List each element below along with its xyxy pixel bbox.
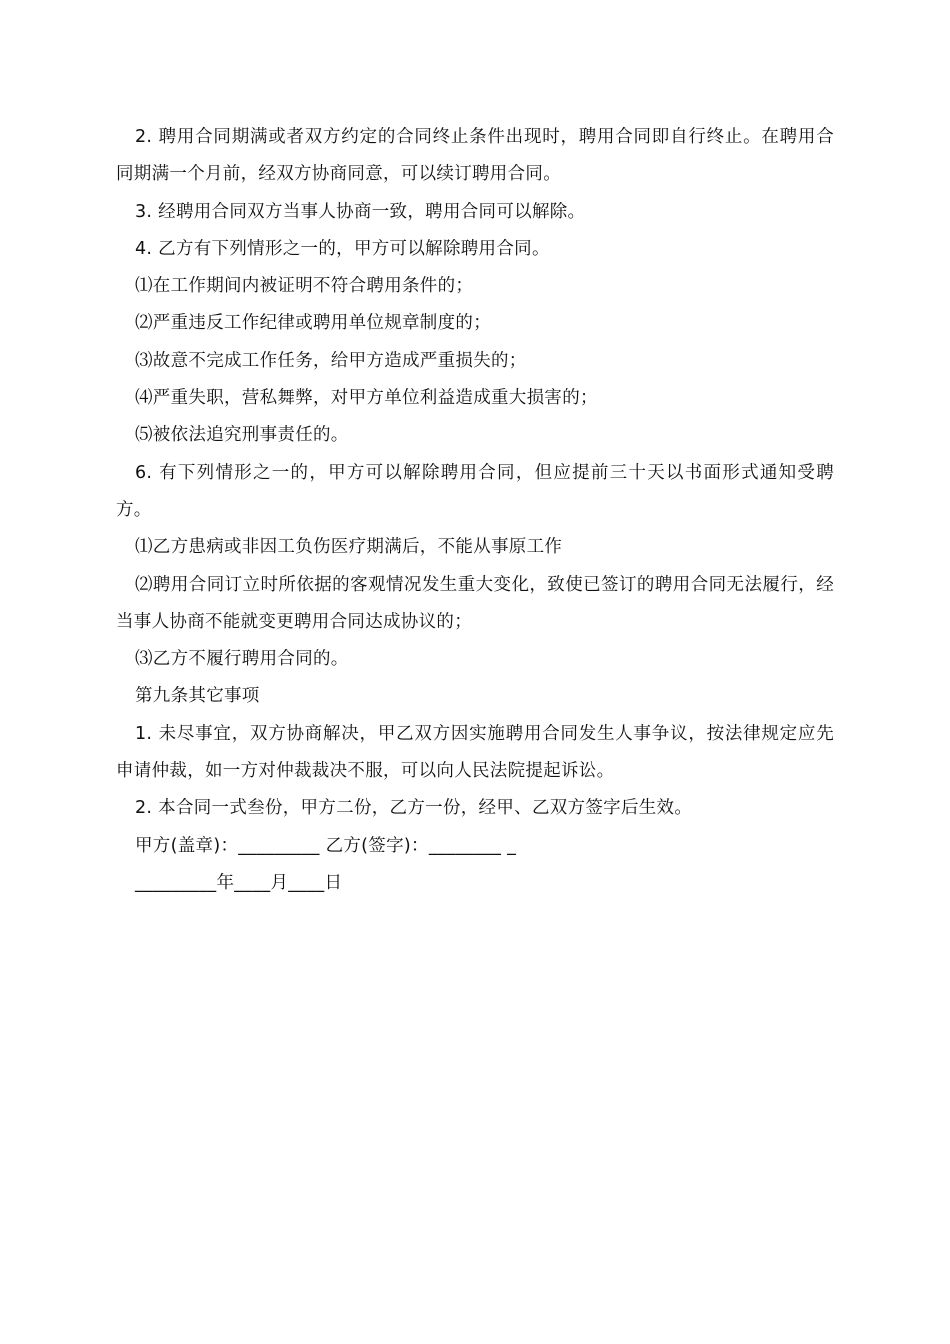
clause-3-mutual-dissolution: 3. 经聘用合同双方当事人协商一致，聘用合同可以解除。 (135, 201, 586, 222)
clause-4-item-4: ⑷严重失职，营私舞弊，对甲方单位利益造成重大损害的； (135, 388, 598, 409)
date-line: _________年____月____日 (135, 872, 343, 893)
article-9-heading: 第九条其它事项 (135, 686, 260, 707)
clause-4-party-b-conditions: 4. 乙方有下列情形之一的，甲方可以解除聘用合同。 (135, 238, 550, 259)
clause-4-item-1: ⑴在工作期间内被证明不符合聘用条件的； (135, 276, 474, 297)
clause-4-item-5: ⑸被依法追究刑事责任的。 (135, 425, 349, 446)
clause-6-item-3: ⑶乙方不履行聘用合同的。 (135, 649, 349, 670)
clause-6-item-1: ⑴乙方患病或非因工负伤医疗期满后，不能从事原工作 (135, 537, 563, 558)
clause-6-notice-dissolution: 6. 有下列情形之一的，甲方可以解除聘用合同，但应提前三十天以书面形式通知受聘方。 (116, 462, 834, 520)
signature-line: 甲方(盖章)：_________ 乙方(签字)：________ _ (135, 835, 517, 856)
document-body (116, 119, 834, 902)
clause-4-item-2: ⑵严重违反工作纪律或聘用单位规章制度的； (135, 313, 491, 334)
article-9-item-1: 1. 未尽事宜，双方协商解决，甲乙双方因实施聘用合同发生人事争议，按法律规定应先申请仲裁，如一方对仲裁裁决不服，可以向人民法院提起诉讼。 (116, 723, 834, 782)
clause-6-item-2: ⑵聘用合同订立时所依据的客观情况发生重大变化，致使已签订的聘用合同无法履行，经当事人协商不能就变更聘用合同达成协议的； (116, 574, 834, 632)
article-9-item-2: 2. 本合同一式叁份，甲方二份，乙方一份，经甲、乙双方签字后生效。 (135, 798, 693, 819)
clause-4-item-3: ⑶故意不完成工作任务，给甲方造成严重损失的； (135, 350, 527, 371)
clause-2-termination: 2. 聘用合同期满或者双方约定的合同终止条件出现时，聘用合同即自行终止。在聘用合同期满一个月前，经双方协商同意，可以续订聘用合同。 (116, 127, 834, 185)
